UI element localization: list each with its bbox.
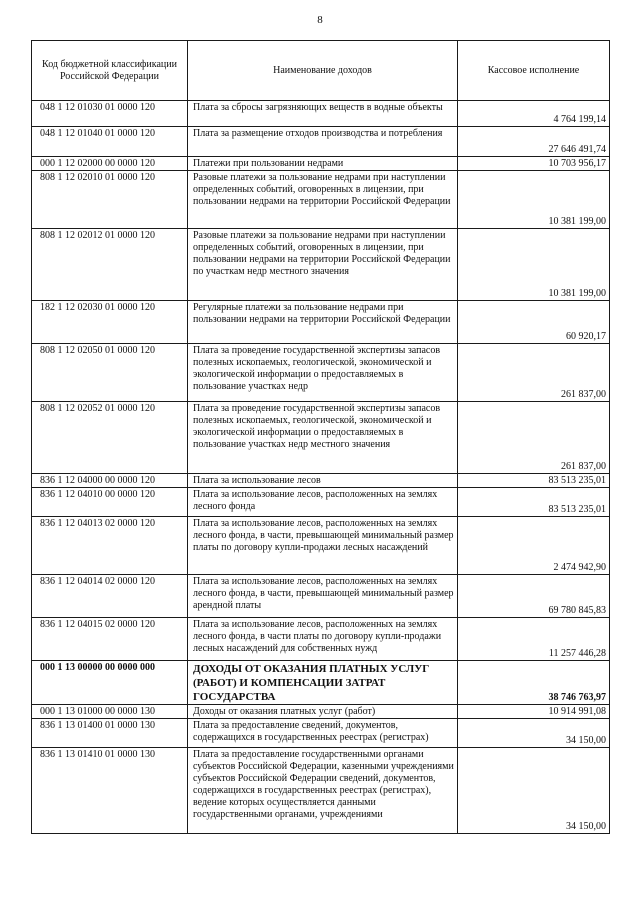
table-row xyxy=(32,157,610,171)
row-code: 836 1 12 04000 00 0000 120 xyxy=(32,474,188,488)
row-amount: 261 837,00 xyxy=(458,344,610,402)
table-row xyxy=(32,517,610,575)
row-amount: 10 914 991,08 xyxy=(458,705,610,719)
row-amount: 10 381 199,00 xyxy=(458,171,610,229)
row-amount: 11 257 446,28 xyxy=(458,618,610,661)
row-name: Разовые платежи за пользование недрами при наступлении определенных событий, оговоренных в лицензии, при пользовании недрами на территории Российской Федерации по участкам недр местного значения xyxy=(188,229,458,301)
table-row xyxy=(32,661,610,705)
row-amount: 27 646 491,74 xyxy=(458,127,610,157)
row-amount: 69 780 845,83 xyxy=(458,575,610,618)
row-amount: 4 764 199,14 xyxy=(458,101,610,127)
row-code: 836 1 12 04010 00 0000 120 xyxy=(32,488,188,517)
table-row xyxy=(32,229,610,301)
row-name: Плата за использование лесов xyxy=(188,474,458,488)
table-row xyxy=(32,719,610,748)
table-row xyxy=(32,618,610,661)
row-amount: 83 513 235,01 xyxy=(458,474,610,488)
row-name: Плата за использование лесов, расположенных на землях лесного фонда xyxy=(188,488,458,517)
row-name: Плата за использование лесов, расположенных на землях лесного фонда, в части, превышающей минимальный размер платы по договору купли-продажи лесных насаждений xyxy=(188,517,458,575)
row-name: Плата за предоставление государственными органами субъектов Российской Федерации, казенными учреждениями субъектов Российской Федерации сведений, документов, содержащихся в государственных реестрах (регистрах), ведение которых осуществляется данными государственными органами, учреждениями xyxy=(188,748,458,834)
table-row xyxy=(32,474,610,488)
row-code: 836 1 12 04014 02 0000 120 xyxy=(32,575,188,618)
row-code: 182 1 12 02030 01 0000 120 xyxy=(32,301,188,344)
row-name: Плата за размещение отходов производства и потребления xyxy=(188,127,458,157)
row-name: Плата за использование лесов, расположенных на землях лесного фонда, в части, превышающей минимальный размер арендной платы xyxy=(188,575,458,618)
row-name: Разовые платежи за пользование недрами при наступлении определенных событий, оговоренных в лицензии, при пользовании недрами на территории Российской Федерации xyxy=(188,171,458,229)
table-row xyxy=(32,171,610,229)
table-row xyxy=(32,301,610,344)
page-number: 8 xyxy=(317,14,323,26)
row-code: 000 1 13 01000 00 0000 130 xyxy=(32,705,188,719)
budget-revenue-table xyxy=(31,40,610,834)
row-code: 048 1 12 01040 01 0000 120 xyxy=(32,127,188,157)
row-code: 836 1 13 01410 01 0000 130 xyxy=(32,748,188,834)
row-code: 048 1 12 01030 01 0000 120 xyxy=(32,101,188,127)
row-code: 808 1 12 02052 01 0000 120 xyxy=(32,402,188,474)
header-code: Код бюджетной классификации Российской Федерации xyxy=(32,41,188,101)
row-amount: 34 150,00 xyxy=(458,719,610,748)
row-amount: 10 381 199,00 xyxy=(458,229,610,301)
row-name: Плата за проведение государственной экспертизы запасов полезных ископаемых, геологической, экономической и экологической информации о предоставляемых в пользование участках недр xyxy=(188,344,458,402)
row-code: 000 1 13 00000 00 0000 000 xyxy=(32,661,188,705)
row-amount: 10 703 956,17 xyxy=(458,157,610,171)
row-amount: 261 837,00 xyxy=(458,402,610,474)
row-amount: 34 150,00 xyxy=(458,748,610,834)
table-row xyxy=(32,748,610,834)
row-name: Плата за сбросы загрязняющих веществ в водные объекты xyxy=(188,101,458,127)
row-amount: 83 513 235,01 xyxy=(458,488,610,517)
row-name: Доходы от оказания платных услуг (работ) xyxy=(188,705,458,719)
row-name: Платежи при пользовании недрами xyxy=(188,157,458,171)
table-header-row xyxy=(32,41,610,101)
table-row xyxy=(32,344,610,402)
table-row xyxy=(32,575,610,618)
table-row xyxy=(32,705,610,719)
row-amount: 2 474 942,90 xyxy=(458,517,610,575)
row-code: 808 1 12 02050 01 0000 120 xyxy=(32,344,188,402)
row-code: 808 1 12 02012 01 0000 120 xyxy=(32,229,188,301)
row-name: Плата за использование лесов, расположенных на землях лесного фонда, в части платы по договору купли-продажи лесных насаждений для собственных нужд xyxy=(188,618,458,661)
row-name: ДОХОДЫ ОТ ОКАЗАНИЯ ПЛАТНЫХ УСЛУГ (РАБОТ) И КОМПЕНСАЦИИ ЗАТРАТ ГОСУДАРСТВА xyxy=(188,661,458,705)
row-name: Регулярные платежи за пользование недрами при пользовании недрами на территории Российской Федерации xyxy=(188,301,458,344)
row-code: 808 1 12 02010 01 0000 120 xyxy=(32,171,188,229)
row-amount: 38 746 763,97 xyxy=(458,661,610,705)
row-name: Плата за проведение государственной экспертизы запасов полезных ископаемых, геологической, экономической и экологической информации о предоставляемых в пользование участках недр местного значения xyxy=(188,402,458,474)
table-row xyxy=(32,101,610,127)
header-amount: Кассовое исполнение xyxy=(458,41,610,101)
table-row xyxy=(32,127,610,157)
row-code: 000 1 12 02000 00 0000 120 xyxy=(32,157,188,171)
header-name: Наименование доходов xyxy=(188,41,458,101)
table-row xyxy=(32,402,610,474)
table-row xyxy=(32,488,610,517)
row-code: 836 1 12 04013 02 0000 120 xyxy=(32,517,188,575)
row-amount: 60 920,17 xyxy=(458,301,610,344)
row-code: 836 1 12 04015 02 0000 120 xyxy=(32,618,188,661)
row-code: 836 1 13 01400 01 0000 130 xyxy=(32,719,188,748)
row-name: Плата за предоставление сведений, документов, содержащихся в государственных реестрах (регистрах) xyxy=(188,719,458,748)
